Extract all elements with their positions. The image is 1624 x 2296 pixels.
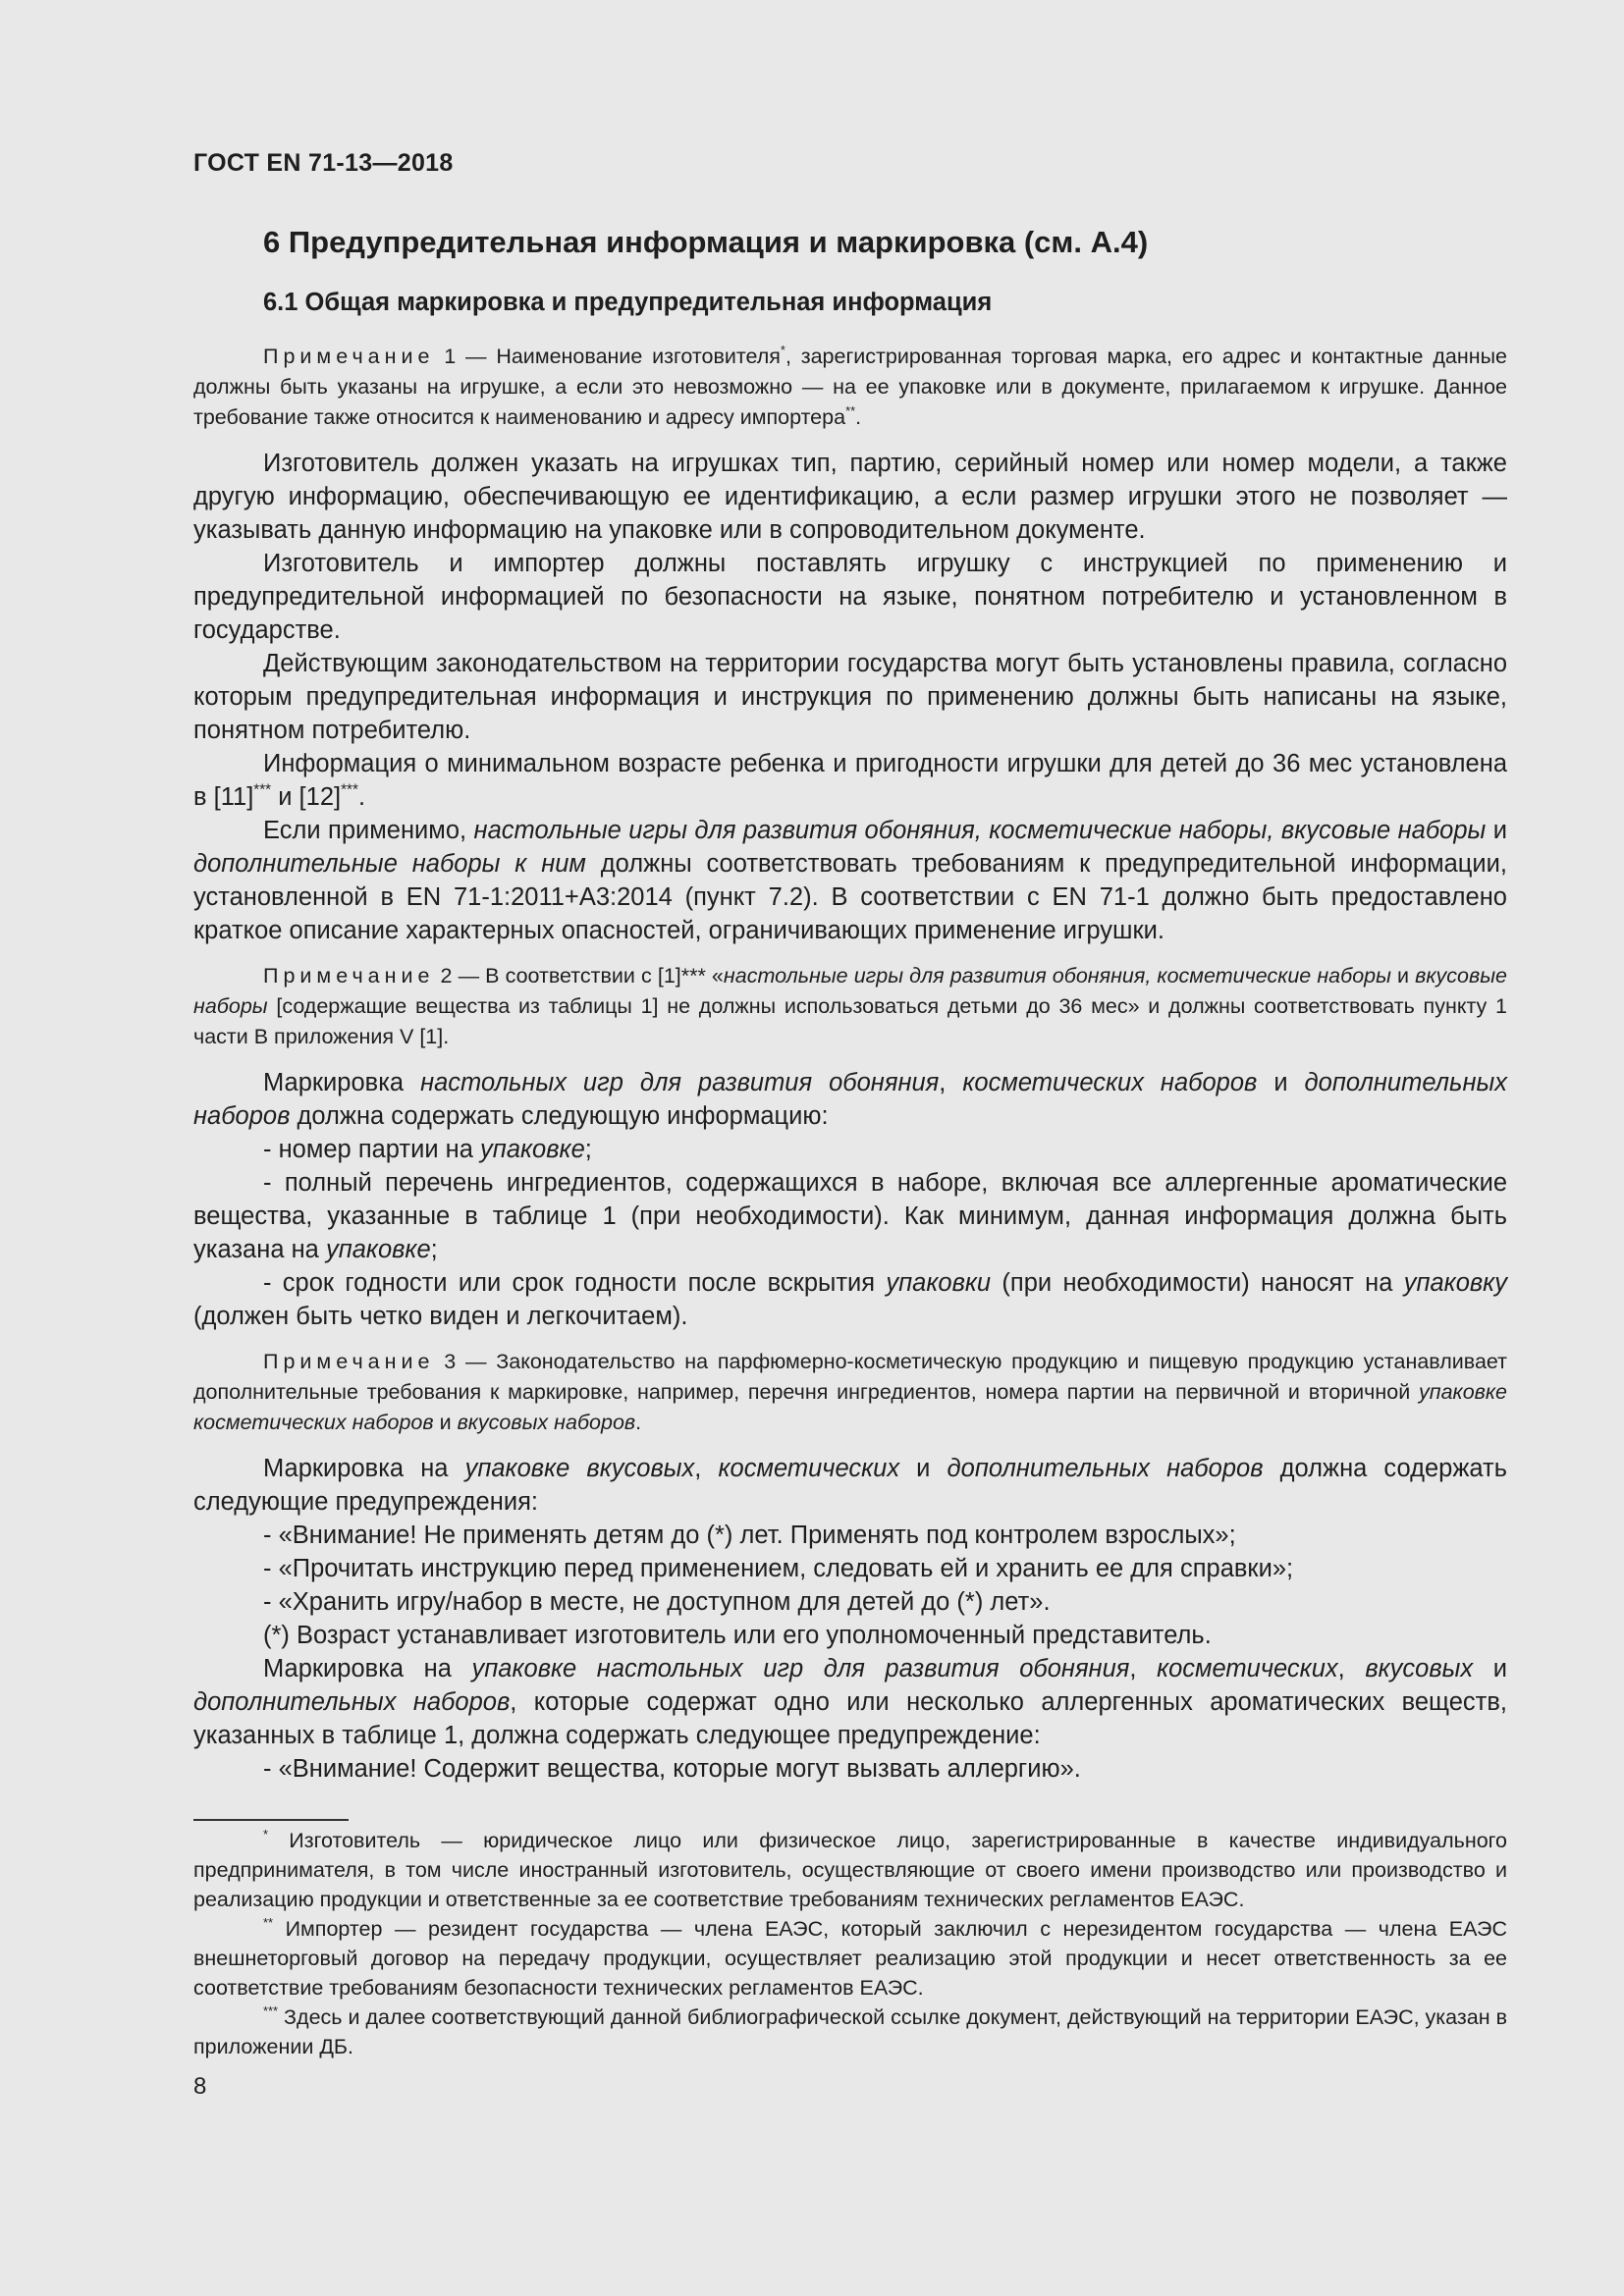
footnote-marker: ** (263, 1914, 274, 1930)
footnote-marker: * (263, 1826, 269, 1842)
paragraph: Изготовитель и импортер должны поставлять игрушку с инструкцией по применению и предупредительной информацией по безопасности на языке, понятном потребителю и установленном в государстве. (193, 550, 1507, 644)
warning-item: - «Внимание! Не применять детям до (*) лет. Применять под контролем взрослых»; (263, 1522, 1236, 1549)
note-2: Примечание 2 — В соответствии с [1]*** «настольные игры для развития обоняния, косметические наборы и вкусовые наборы [содержащие вещества из таблицы 1] не должны использоваться детьми до 36 мес» и должны соответствовать пункту 1 части В приложения V [1]. (193, 964, 1507, 1048)
footnote: *** Здесь и далее соответствующий данной библиографической ссылке документ, действующий на территории ЕАЭС, указан в приложении ДБ. (193, 2002, 1507, 2058)
paragraph: Действующим законодательством на территории государства могут быть установлены правила, согласно которым предупредительная информация и инструкция по применению должны быть написаны на языке, понятном потребителю. (193, 650, 1507, 744)
paragraph: Информация о минимальном возрасте ребенка и пригодности игрушки для детей до 36 мес установлена в [11]*** и [12]***. (193, 750, 1507, 811)
paragraph: Маркировка на упаковке настольных игр для развития обоняния, косметических, вкусовых и дополнительных наборов, которые содержат одно или несколько аллергенных ароматических веществ, указанных в таблице 1, должна содержать следующее предупреждение: (193, 1655, 1507, 1749)
warning-item: - «Хранить игру/набор в месте, не доступном для детей до (*) лет». (263, 1588, 1051, 1616)
footnote-ref: * (780, 342, 785, 357)
footnotes (193, 1826, 1507, 2061)
footnote: ** Импортер — резидент государства — члена ЕАЭС, который заключил с нерезидентом государства — члена ЕАЭС внешнеторговый договор на передачу продукции, осуществляет реализацию этой продукции и несет ответственность за ее соответствие требованиям безопасности технических регламентов ЕАЭС. (193, 1914, 1507, 2000)
main-content (193, 342, 1507, 1786)
document-id-header: ГОСТ EN 71-13—2018 (193, 149, 454, 177)
note-1: Примечание 1 — Наименование изготовителя*, зарегистрированная торговая марка, его адрес и контактные данные должны быть указаны на игрушке, а если это невозможно — на ее упаковке или в документе, прилагаемом к игрушке. Данное требование также относится к наименованию и адресу импортера**. (193, 342, 1507, 429)
list-item: - срок годности или срок годности после вскрытия упаковки (при необходимости) наносят на упаковку (должен быть четко виден и легкочитаем). (193, 1269, 1507, 1330)
note-label: Примечание (263, 964, 435, 988)
footnote-ref: ** (845, 402, 856, 418)
section-title: 6 Предупредительная информация и маркировка (см. А.4) (263, 225, 1149, 259)
age-note: (*) Возраст устанавливает изготовитель или его уполномоченный представитель. (263, 1622, 1212, 1649)
paragraph: Маркировка настольных игр для развития обоняния, косметических наборов и дополнительных наборов должна содержать следующую информацию: (193, 1069, 1507, 1130)
list-item: - номер партии на упаковке; (263, 1136, 592, 1163)
paragraph: Маркировка на упаковке вкусовых, косметических и дополнительных наборов должна содержать следующие предупреждения: (193, 1455, 1507, 1516)
warning-item: - «Внимание! Содержит вещества, которые могут вызвать аллергию». (263, 1755, 1081, 1783)
list-item: - полный перечень ингредиентов, содержащихся в наборе, включая все аллергенные ароматические вещества, указанные в таблице 1 (при необходимости). Как минимум, данная информация должна быть указана на упаковке; (193, 1169, 1507, 1263)
subsection-title: 6.1 Общая маркировка и предупредительная информация (263, 289, 993, 316)
footnote-ref: *** (253, 781, 272, 799)
footnote-marker: *** (263, 2002, 279, 2018)
note-label: Примечание (263, 345, 435, 368)
paragraph: Изготовитель должен указать на игрушках тип, партию, серийный номер или номер модели, а также другую информацию, обеспечивающую ее идентификацию, а если размер игрушки этого не позволяет — указывать данную информацию на упаковке или в сопроводительном документе. (193, 450, 1507, 544)
footnote-ref: *** (341, 781, 358, 799)
page-number: 8 (193, 2073, 207, 2100)
paragraph: Если применимо, настольные игры для развития обоняния, косметические наборы, вкусовые наборы и дополнительные наборы к ним должны соответствовать требованиям к предупредительной информации, установленной в EN 71-1:2011+А3:2014 (пункт 7.2). В соответствии с EN 71-1 должно быть предоставлено краткое описание характерных опасностей, ограничивающих применение игрушки. (193, 817, 1507, 944)
footnote-divider (193, 1819, 349, 1821)
footnote: * Изготовитель — юридическое лицо или физическое лицо, зарегистрированные в качестве индивидуального предпринимателя, в том числе иностранный изготовитель, осуществляющие от своего имени производство или производство и реализацию продукции и ответственные за ее соответствие требованиям технических регламентов ЕАЭС. (193, 1826, 1507, 1911)
warning-item: - «Прочитать инструкцию перед применением, следовать ей и хранить ее для справки»; (263, 1555, 1294, 1582)
note-label: Примечание (263, 1350, 435, 1373)
note-3: Примечание 3 — Законодательство на парфюмерно-косметическую продукцию и пищевую продукцию устанавливает дополнительные требования к маркировке, например, перечня ингредиентов, номера партии на первичной и вторичной упаковке косметических наборов и вкусовых наборов. (193, 1350, 1507, 1434)
